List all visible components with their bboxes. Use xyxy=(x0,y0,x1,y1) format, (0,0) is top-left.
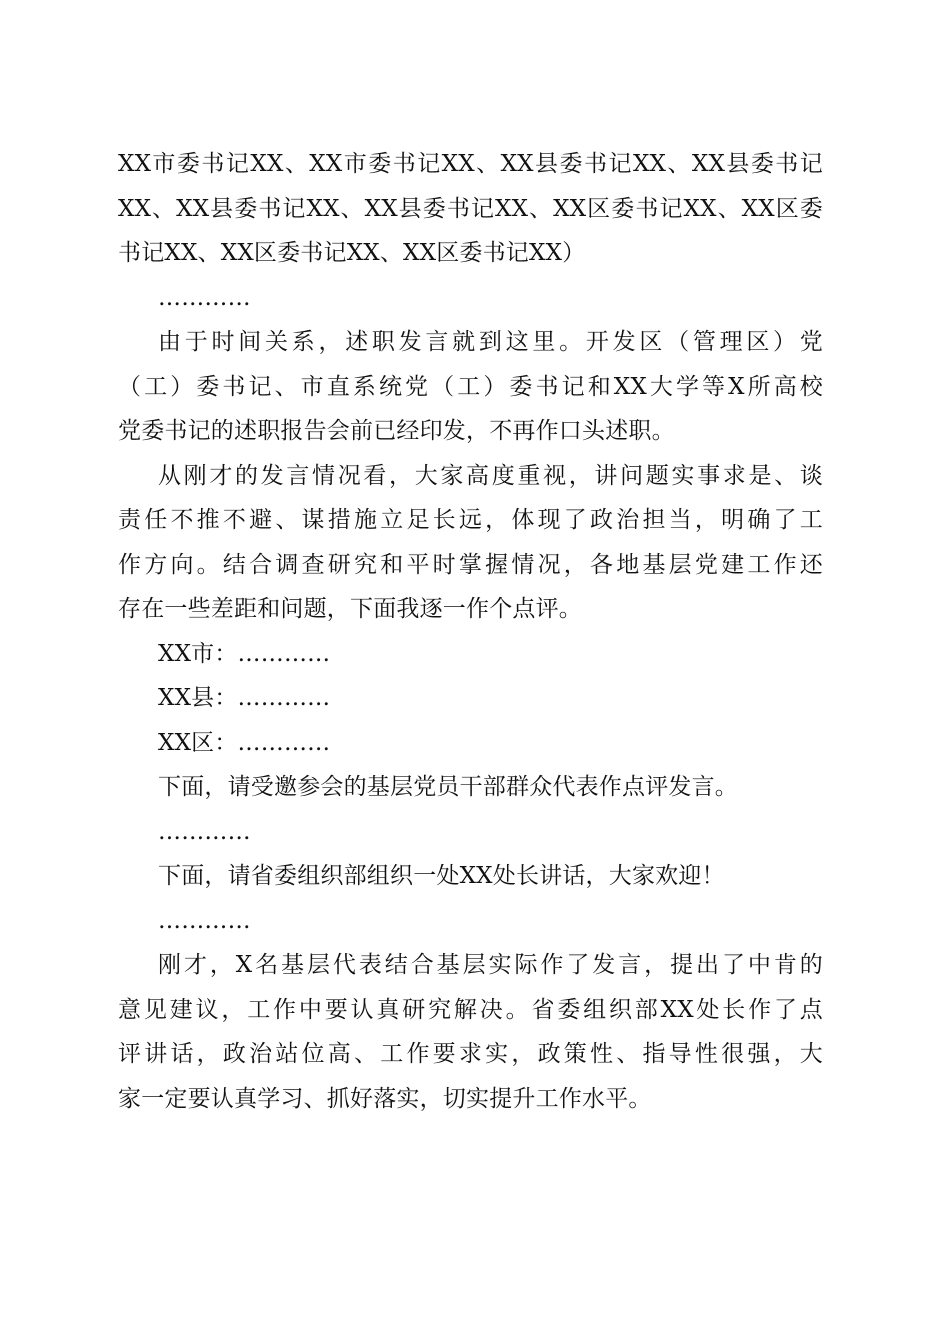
text-line: 下面，请省委组织部组织一处XX处长讲话，大家欢迎！ xyxy=(158,863,725,889)
text-line: 责任不推不避、谋措施立足长远，体现了政治担当，明确了工 xyxy=(118,507,823,533)
text-line: 由于时间关系，述职发言就到这里。开发区（管理区）党 xyxy=(158,329,823,355)
paragraph-county-review xyxy=(118,676,823,721)
paragraph-city-review xyxy=(118,632,823,677)
paragraph-time-note xyxy=(118,320,823,454)
ellipsis-line: ………… xyxy=(158,818,251,845)
paragraph-closing xyxy=(118,943,823,1121)
text-line: XX、XX县委书记XX、XX县委书记XX、XX区委书记XX、XX区委 xyxy=(118,195,823,222)
text-line: XX区：………… xyxy=(158,729,331,756)
paragraph-summary xyxy=(118,454,823,632)
paragraph-invite-speech xyxy=(118,854,823,899)
text-line: 存在一些差距和问题，下面我逐一作个点评。 xyxy=(118,596,582,622)
paragraph-invite-representatives xyxy=(118,765,823,810)
text-line: 书记XX、XX区委书记XX、XX区委书记XX） xyxy=(118,240,586,266)
text-line: XX市：………… xyxy=(158,640,331,667)
text-line: 从刚才的发言情况看，大家高度重视，讲问题实事求是、谈 xyxy=(158,462,823,489)
text-line: XX市委书记XX、XX市委书记XX、XX县委书记XX、XX县委书记 xyxy=(118,151,823,177)
text-line: （工）委书记、市直系统党（工）委书记和XX大学等X所高校 xyxy=(118,373,823,400)
text-line: 家一定要认真学习、抓好落实，切实提升工作水平。 xyxy=(118,1085,652,1112)
text-line: 意见建议，工作中要认真研究解决。省委组织部XX处长作了点 xyxy=(118,996,823,1023)
text-line: 党委书记的述职报告会前已经印发，不再作口头述职。 xyxy=(118,418,675,444)
document-body xyxy=(118,142,823,1121)
paragraph-district-review xyxy=(118,721,823,766)
ellipsis-line: ………… xyxy=(158,907,251,934)
text-line: 评讲话，政治站位高、工作要求实，政策性、指导性很强，大 xyxy=(118,1041,823,1067)
paragraph-ellipsis xyxy=(118,276,823,321)
paragraph-ellipsis xyxy=(118,810,823,855)
text-line: 刚才，X名基层代表结合基层实际作了发言，提出了中肯的 xyxy=(158,952,823,978)
paragraph-ellipsis xyxy=(118,899,823,944)
ellipsis-line: ………… xyxy=(158,284,251,311)
text-line: 下面，请受邀参会的基层党员干部群众代表作点评发言。 xyxy=(158,774,738,800)
text-line: 作方向。结合调查研究和平时掌握情况，各地基层党建工作还 xyxy=(118,551,823,578)
text-line: XX县：………… xyxy=(158,685,331,711)
paragraph-name-list xyxy=(118,142,823,276)
